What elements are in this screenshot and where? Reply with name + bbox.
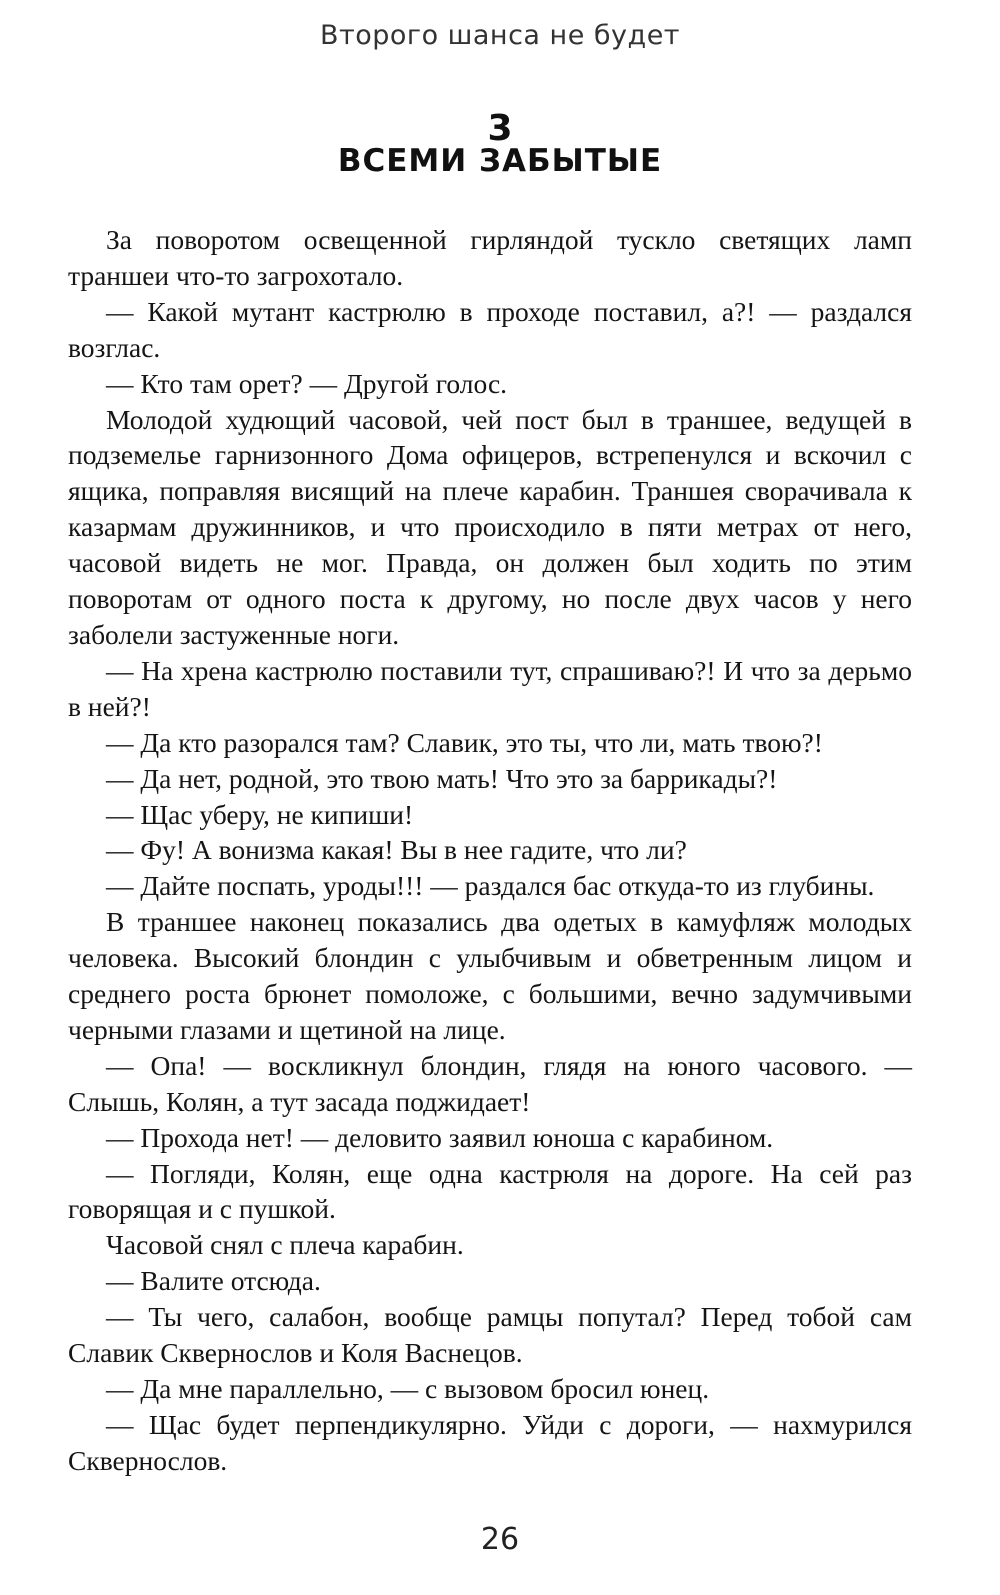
paragraph: За поворотом освещенной гирляндой тускло светящих ламп траншеи что-то загрохотало. — [68, 224, 912, 291]
paragraph: — Фу! А вонизма какая! Вы в нее гадите, что ли? — [106, 834, 687, 866]
paragraph: В траншее наконец показались два одетых в камуфляж молодых человека. Высокий блондин с улыбчивым и обветренным лицом и среднего роста брюнет помоложе, с большими, вечно задумчивыми черными глазами и щетиной на лице. — [68, 906, 912, 1045]
paragraph: — Какой мутант кастрюлю в проходе поставил, а?! — раздался возглас. — [68, 295, 912, 363]
running-header: Второго шанса не будет — [319, 20, 681, 51]
chapter-title: ВСЕМИ ЗАБЫТЫЕ — [337, 143, 663, 179]
paragraph: — Прохода нет! — деловито заявил юноша с карабином. — [106, 1121, 774, 1153]
paragraph: — На хрена кастрюлю поставили тут, спрашиваю?! И что за дерьмо в ней?! — [68, 654, 912, 722]
paragraph: — Погляди, Колян, еще одна кастрюля на дороге. На сей раз говорящая и с пушкой. — [68, 1157, 912, 1225]
paragraph: — Кто там орет? — Другой голос. — [106, 367, 508, 399]
paragraph: — Да мне параллельно, — с вызовом бросил юнец. — [106, 1373, 710, 1404]
chapter-number: 3 — [487, 108, 513, 149]
paragraph: — Да нет, родной, это твою мать! Что это за баррикады?! — [106, 762, 778, 794]
paragraph: — Валите отсюда. — [106, 1265, 321, 1297]
paragraph: — Ты чего, салабон, вообще рамцы попутал? Перед тобой сам Славик Сквернослов и Коля Васнецов. — [68, 1301, 912, 1369]
paragraph: — Дайте поспать, уроды!!! — раздался бас откуда-то из глубины. — [106, 870, 875, 902]
body-text — [68, 222, 912, 1479]
paragraph: — Щас будет перпендикулярно. Уйди с дороги, — нахмурился Сквернослов. — [68, 1408, 912, 1476]
paragraph: — Щас уберу, не кипиши! — [106, 798, 414, 830]
paragraph: — Опа! — воскликнул блондин, глядя на юного часового. — Слышь, Колян, а тут засада поджидает! — [68, 1049, 912, 1117]
paragraph: Молодой худющий часовой, чей пост был в траншее, ведущей в подземелье гарнизонного Дома офицеров, встрепенулся и вскочил с ящика, поправляя висящий на плече карабин. Траншея сворачивала к казармам дружинников, и что происходило в пяти метрах от него, часовой видеть не мог. Правда, он должен был ходить по этим поворотам от одного поста к другому, но после двух часов у него заболели застуженные ноги. — [68, 403, 912, 650]
paragraph: — Да кто разорался там? Славик, это ты, что ли, мать твою?! — [106, 726, 823, 758]
page-number: 26 — [480, 1522, 520, 1557]
paragraph: Часовой снял с плеча карабин. — [106, 1229, 464, 1261]
